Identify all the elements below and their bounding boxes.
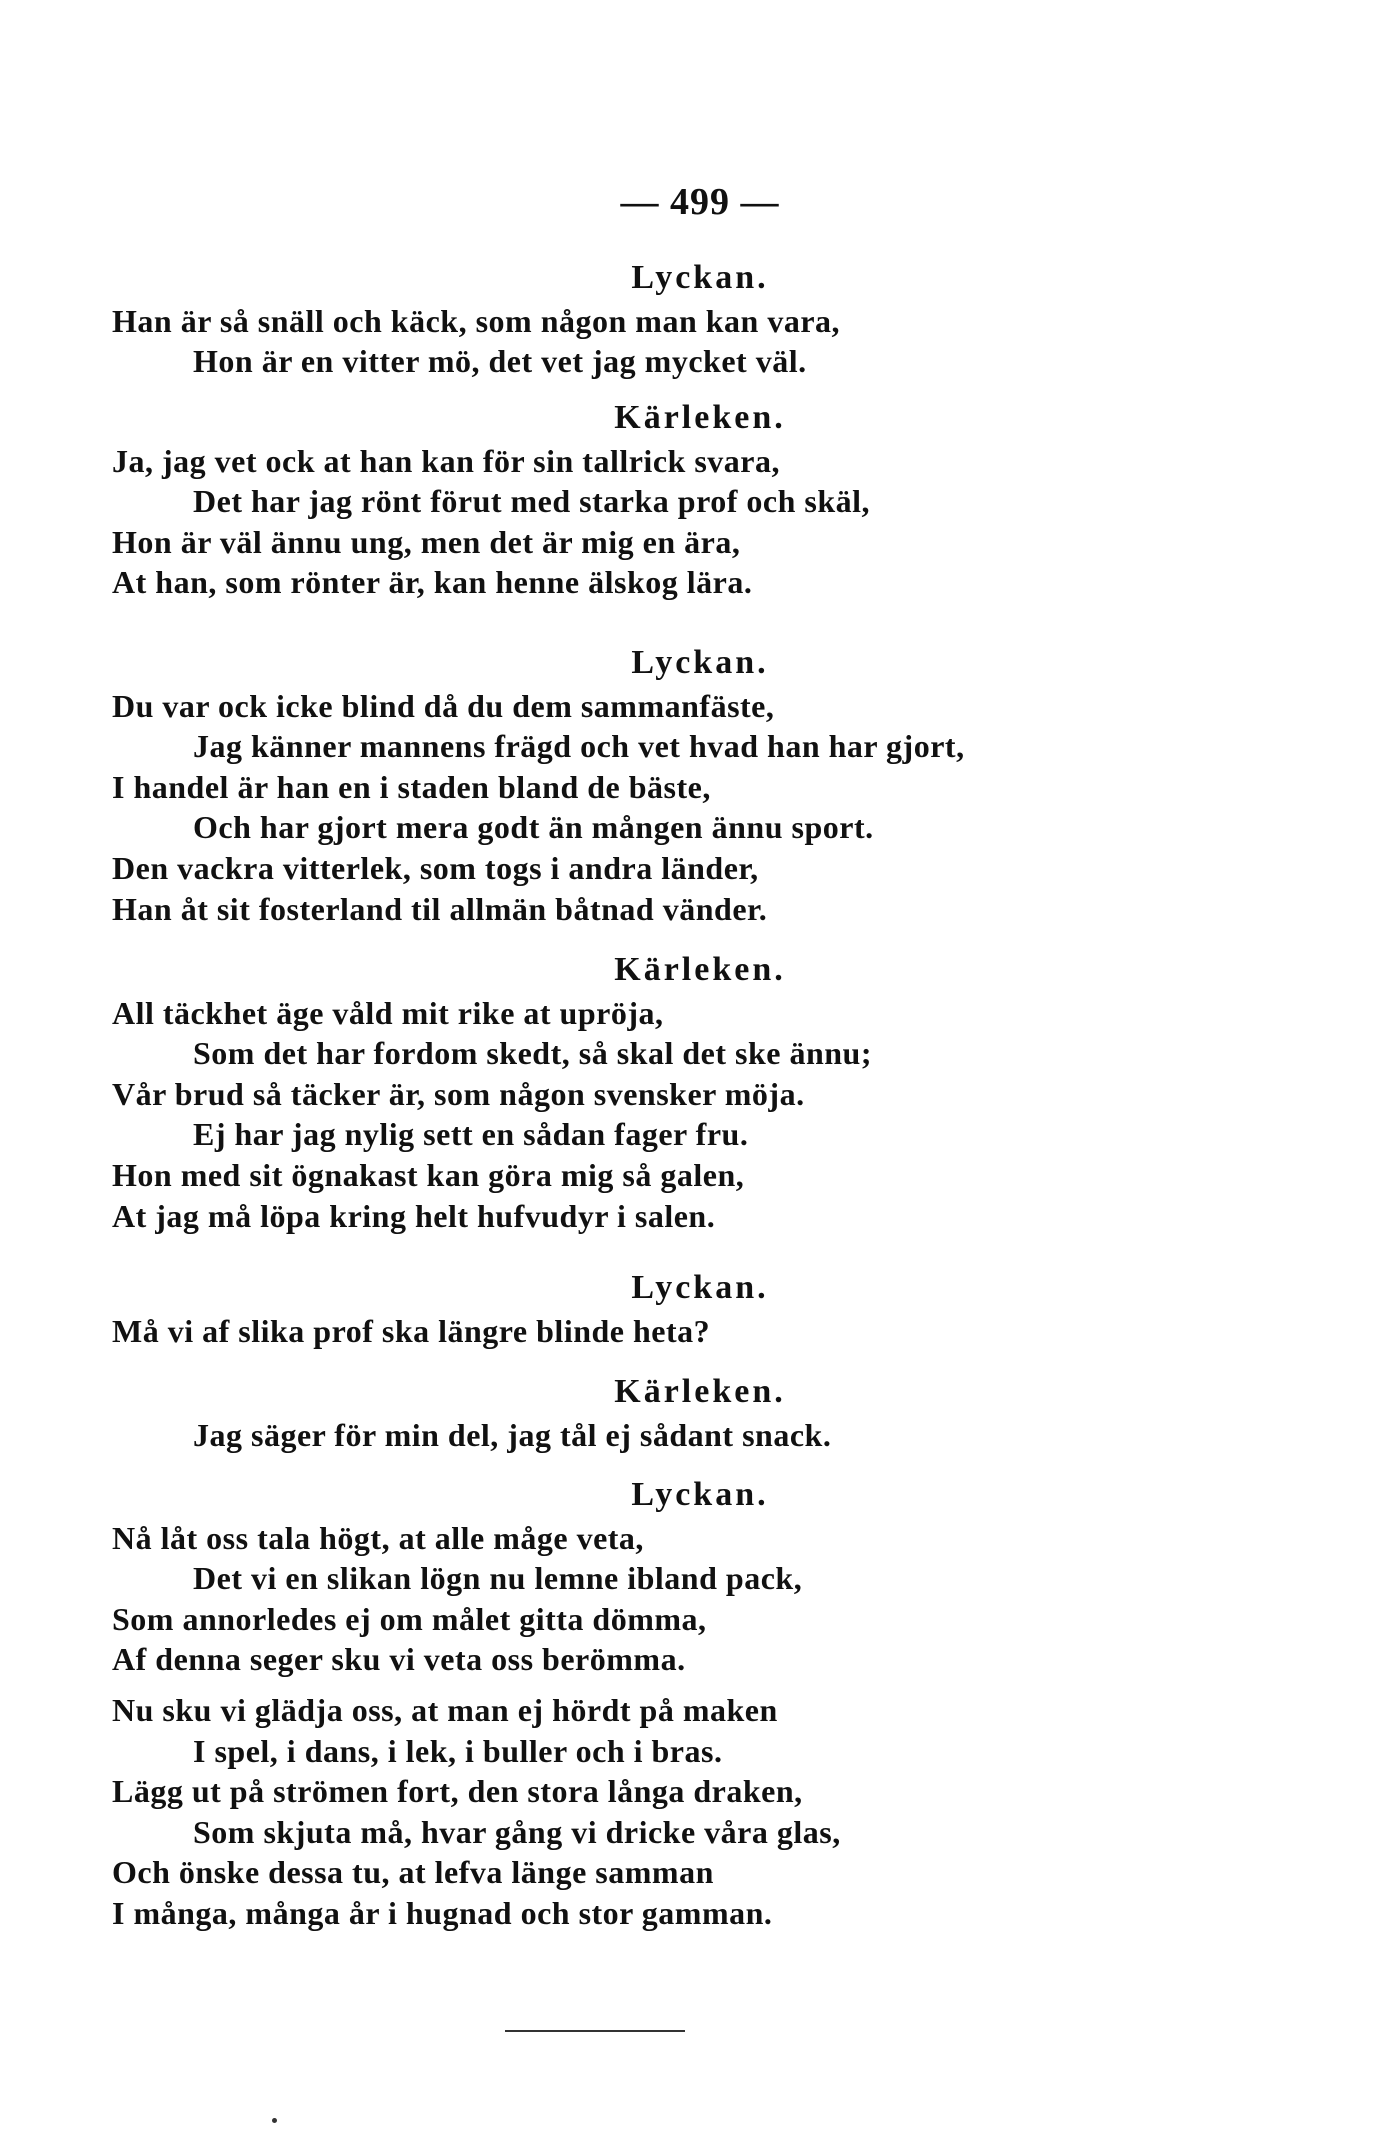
speaker-heading: Lyckan. bbox=[631, 1269, 769, 1306]
verse-line: Lägg ut på strömen fort, den stora långa draken, bbox=[112, 1773, 803, 1810]
verse-line: Nå låt oss tala högt, at alle måge veta, bbox=[112, 1519, 644, 1556]
verse-line: Som skjuta må, hvar gång vi dricke våra glas, bbox=[193, 1813, 841, 1850]
verse-line: Han åt sit fosterland til allmän båtnad vänder. bbox=[112, 890, 768, 927]
verse-line: Han är så snäll och käck, som någon man kan vara, bbox=[112, 302, 841, 339]
speaker-heading: Kärleken. bbox=[614, 1373, 786, 1410]
verse-line: Af denna seger sku vi veta oss berömma. bbox=[112, 1641, 686, 1678]
page-number: — 499 — bbox=[620, 181, 780, 223]
verse-line: Det har jag rönt förut med starka prof och skäl, bbox=[193, 483, 870, 520]
verse-line: Och önske dessa tu, at lefva länge samman bbox=[112, 1854, 714, 1891]
verse-line: Må vi af slika prof ska längre blinde heta? bbox=[112, 1312, 711, 1349]
verse-line: Det vi en slikan lögn nu lemne ibland pack, bbox=[193, 1560, 803, 1597]
verse-line: I spel, i dans, i lek, i buller och i bras. bbox=[193, 1732, 723, 1769]
end-rule bbox=[505, 2030, 685, 2032]
verse-line: Som det har fordom skedt, så skal det ske ännu; bbox=[193, 1035, 872, 1072]
ink-speck bbox=[272, 2118, 277, 2123]
verse-line: All täckhet äge våld mit rike at upröja, bbox=[112, 994, 664, 1031]
verse-line: Nu sku vi glädja oss, at man ej hördt på maken bbox=[112, 1692, 778, 1728]
verse-line: Jag säger för min del, jag tål ej sådant snack. bbox=[193, 1416, 832, 1453]
verse-line: Du var ock icke blind då du dem sammanfäste, bbox=[112, 687, 775, 724]
verse-line: Vår brud så täcker är, som någon svensker möja. bbox=[112, 1075, 805, 1112]
verse-line: I handel är han en i staden bland de bäste, bbox=[112, 768, 711, 805]
speaker-heading: Kärleken. bbox=[614, 399, 786, 436]
verse-line: Hon är väl ännu ung, men det är mig en ära, bbox=[112, 523, 741, 560]
verse-line: Som annorledes ej om målet gitta dömma, bbox=[112, 1600, 707, 1637]
verse-line: I många, många år i hugnad och stor gamman. bbox=[112, 1895, 773, 1931]
verse-line: Hon med sit ögnakast kan göra mig så galen, bbox=[112, 1157, 745, 1193]
verse-line: Ja, jag vet ock at han kan för sin tallrick svara, bbox=[112, 442, 780, 479]
verse-line: Jag känner mannens frägd och vet hvad han har gjort, bbox=[193, 728, 965, 765]
speaker-heading: Lyckan. bbox=[631, 1476, 769, 1513]
speaker-heading: Lyckan. bbox=[631, 259, 769, 296]
verse-line: At han, som rönter är, kan henne älskog lära. bbox=[112, 564, 753, 601]
speaker-heading: Kärleken. bbox=[614, 951, 786, 988]
verse-line: Och har gjort mera godt än mången ännu sport. bbox=[193, 809, 874, 846]
verse-line: At jag må löpa kring helt hufvudyr i salen. bbox=[112, 1197, 716, 1234]
verse-line: Ej har jag nylig sett en sådan fager fru. bbox=[193, 1116, 749, 1153]
verse-line: Hon är en vitter mö, det vet jag mycket väl. bbox=[193, 343, 807, 380]
verse-line: Den vackra vitterlek, som togs i andra länder, bbox=[112, 850, 759, 886]
speaker-heading: Lyckan. bbox=[631, 644, 769, 681]
